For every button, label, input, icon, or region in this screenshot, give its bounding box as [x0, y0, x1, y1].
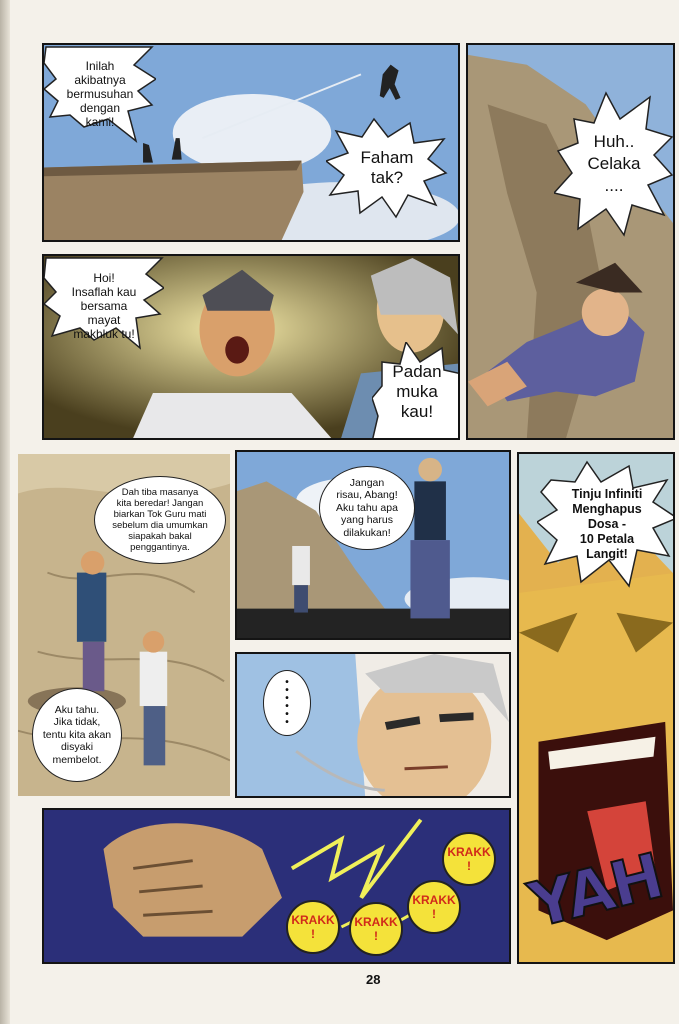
panel-4 [16, 452, 232, 798]
panel-8 [42, 808, 511, 964]
panel-3 [42, 254, 460, 440]
bubble-text: Tinju Infiniti Menghapus Dosa - 10 Petala Langit! [571, 486, 643, 561]
speech-bubble-hoi [44, 256, 164, 356]
sfx-krakk-1: KRAKK ! [286, 900, 340, 954]
panel-2 [466, 43, 675, 440]
bubble-text: Dah tiba masanya kita beredar! Jangan biarkan Tok Guru mati sebelum dia umumkan siapakah bakal penggantinya. [112, 487, 208, 553]
bubble-text: Inilah akibatnya bermusuhan dengan kami! [66, 59, 134, 129]
sfx-krakk-3: KRAKK ! [407, 880, 461, 934]
bubble-text: Huh.. Celaka .... [587, 132, 641, 195]
page-number: 28 [366, 972, 381, 987]
bubble-text: Padan muka kau! [392, 362, 442, 421]
panel-1 [42, 43, 460, 242]
bubble-text: Faham tak? [360, 148, 414, 187]
panel-6 [517, 452, 675, 964]
speech-bubble-celaka [554, 89, 674, 239]
page-spine [0, 0, 10, 1024]
bubble-text: • • • • • • [285, 677, 289, 728]
panel-5 [235, 450, 511, 640]
speech-bubble-dah-tiba [94, 476, 226, 564]
speech-bubble-ellipsis [263, 670, 311, 736]
speech-bubble-tinju [537, 460, 675, 588]
sfx-krakk-4: KRAKK ! [442, 832, 496, 886]
bubble-text: Hoi! Insaflah kau bersama mayat makhluk tu! [71, 271, 137, 341]
sfx-krakk-2: KRAKK ! [349, 902, 403, 956]
sfx-yah: YAH [522, 839, 669, 942]
bubble-text: Aku tahu. Jika tidak, tentu kita akan disyaki membelot. [42, 703, 112, 766]
panel-7 [235, 652, 511, 798]
speech-bubble-jangan-risau [319, 466, 415, 550]
bubble-text: Jangan risau, Abang! Aku tahu apa yang harus dilakukan! [336, 476, 398, 539]
speech-bubble-inilah [44, 45, 156, 143]
speech-bubble-padan [372, 342, 460, 440]
speech-bubble-faham [326, 117, 448, 219]
speech-bubble-aku-tahu [32, 688, 122, 782]
